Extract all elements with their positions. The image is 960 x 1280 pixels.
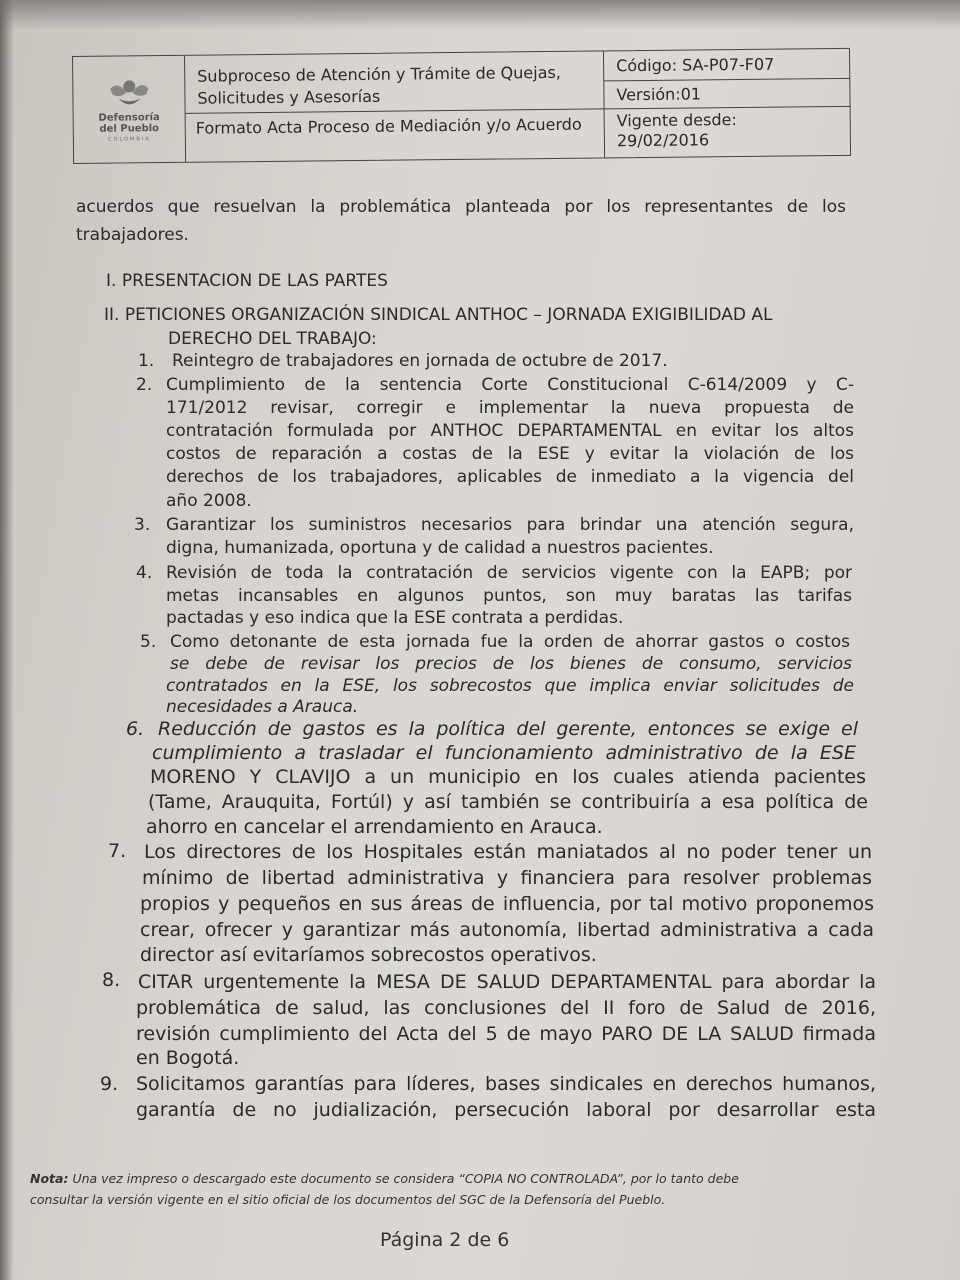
intro-line: acuerdos que resuelvan la problemática planteada por los representantes de los bbox=[76, 197, 846, 217]
section-heading: II. PETICIONES ORGANIZACIÓN SINDICAL ANTHOC – JORNADA EXIGIBILIDAD AL bbox=[104, 305, 773, 325]
list-item-number: 1. bbox=[138, 351, 155, 371]
list-item-line: mínimo de libertad administrativa y financiera para resolver problemas bbox=[142, 867, 872, 889]
valid-from-date: 29/02/2016 bbox=[616, 130, 710, 151]
list-item-number: 3. bbox=[134, 515, 151, 535]
list-item-number: 6. bbox=[126, 718, 145, 740]
list-item-line: revisión cumplimiento del Acta del 5 de mayo PARO DE LA SALUD firmada bbox=[136, 1023, 876, 1045]
list-item-line: Los directores de los Hospitales están maniatados al no poder tener un bbox=[144, 841, 872, 863]
page-shadow bbox=[0, 0, 14, 1280]
list-item-line: en Bogotá. bbox=[136, 1047, 240, 1069]
page-shadow bbox=[0, 0, 960, 30]
list-item-line: Solicitamos garantías para líderes, bases sindicales en derechos humanos, bbox=[136, 1073, 876, 1095]
list-item-line: pactadas y eso indica que la ESE contrata a perdidas. bbox=[166, 608, 624, 628]
list-item-line: CITAR urgentemente la MESA DE SALUD DEPARTAMENTAL para abordar la bbox=[138, 971, 876, 993]
list-item-line: Como detonante de esta jornada fue la orden de ahorrar gastos o costos bbox=[170, 632, 850, 652]
list-item-number: 7. bbox=[108, 840, 127, 862]
format-title: Formato Acta Proceso de Mediación y/o Acuerdo bbox=[195, 114, 582, 138]
list-item-line: cumplimiento a trasladar el funcionamiento administrativo de la ESE bbox=[152, 742, 856, 764]
subprocess-title: Subproceso de Atención y Trámite de Quejas, Solicitudes y Asesorías bbox=[185, 51, 604, 113]
doc-code: Código: SA-P07-F07 bbox=[604, 49, 850, 82]
list-item-line: Reintegro de trabajadores en jornada de octubre de 2017. bbox=[172, 351, 668, 371]
doc-version: Versión:01 bbox=[604, 79, 850, 110]
list-item-number: 5. bbox=[140, 632, 157, 652]
list-item-line: MORENO Y CLAVIJO a un municipio en los cuales atienda pacientes bbox=[150, 766, 866, 788]
list-item-line: contratados en la ESE, los sobrecostos que implica enviar solicitudes de bbox=[166, 676, 854, 696]
header-meta bbox=[603, 49, 850, 158]
note-label: Nota: bbox=[30, 1171, 69, 1186]
list-item-number: 8. bbox=[102, 969, 121, 991]
dove-logo-icon bbox=[106, 76, 152, 112]
valid-from-label: Vigente desde: bbox=[616, 110, 737, 131]
list-item-line: Reducción de gastos es la política del gerente, entonces se exige el bbox=[158, 718, 858, 740]
logo-subtext: COLOMBIA bbox=[108, 136, 151, 143]
list-item-number: 2. bbox=[136, 375, 153, 395]
list-item-line: contratación formulada por ANTHOC DEPARTAMENTAL en evitar los altos bbox=[166, 421, 854, 441]
list-item-line: crear, ofrecer y garantizar más autonomía, libertad administrativa a cada bbox=[140, 919, 874, 941]
list-item-line: ahorro en cancelar el arrendamiento en Arauca. bbox=[146, 816, 603, 838]
list-item-number: 4. bbox=[136, 563, 153, 583]
list-item-line: Revisión de toda la contratación de servicios vigente con la EAPB; por bbox=[166, 563, 852, 583]
list-item-line: Cumplimiento de la sentencia Corte Constitucional C-614/2009 y C- bbox=[166, 375, 854, 395]
list-item-line: año 2008. bbox=[166, 491, 252, 511]
list-item-line: propios y pequeños en sus áreas de influencia, por tal motivo proponemos bbox=[140, 893, 874, 915]
list-item-line: metas incansables en algunos puntos, son muy baratas las tarifas bbox=[166, 586, 852, 606]
section-heading: I. PRESENTACION DE LAS PARTES bbox=[106, 271, 388, 291]
defensoria-logo bbox=[73, 56, 186, 163]
list-item-line: director así evitaríamos sobrecostos operativos. bbox=[140, 944, 597, 966]
valid-from bbox=[605, 107, 851, 158]
list-item-line: 171/2012 revisar, corregir e implementar la nueva propuesta de bbox=[166, 398, 854, 418]
list-item-line: se debe de revisar los precios de los bienes de consumo, servicios bbox=[170, 654, 852, 674]
section-heading: DERECHO DEL TRABAJO: bbox=[168, 329, 377, 349]
footer-note-line: consultar la versión vigente en el sitio oficial de los documentos del SGC de la Defensoría del Pueblo. bbox=[30, 1192, 666, 1207]
list-item-line: Garantizar los suministros necesarios para brindar una atención segura, bbox=[166, 515, 854, 535]
list-item-number: 9. bbox=[100, 1073, 119, 1095]
list-item-line: derechos de los trabajadores, aplicables de inmediato a la vigencia del bbox=[166, 467, 854, 487]
list-item-line: digna, humanizada, oportuna y de calidad a nuestros pacientes. bbox=[166, 538, 714, 558]
note-text: Una vez impreso o descargado este documento se considera “COPIA NO CONTROLADA”, por lo tanto debe bbox=[68, 1171, 739, 1186]
intro-line: trabajadores. bbox=[76, 225, 189, 245]
list-item-line: costos de reparación a costas de la ESE y evitar la violación de los bbox=[166, 444, 854, 464]
logo-text: Defensoría del Pueblo bbox=[98, 112, 160, 135]
list-item-line: necesidades a Arauca. bbox=[166, 697, 359, 717]
list-item-line: garantía de no judialización, persecución laboral por desarrollar esta bbox=[136, 1099, 876, 1121]
list-item-line: (Tame, Arauquita, Fortúl) y así también se contribuiría a esa política de bbox=[148, 791, 868, 813]
footer-note bbox=[30, 1170, 739, 1187]
page-number: Página 2 de 6 bbox=[380, 1229, 510, 1251]
list-item-line: problemática de salud, las conclusiones del II foro de Salud de 2016, bbox=[136, 997, 876, 1019]
header-table bbox=[72, 48, 851, 164]
